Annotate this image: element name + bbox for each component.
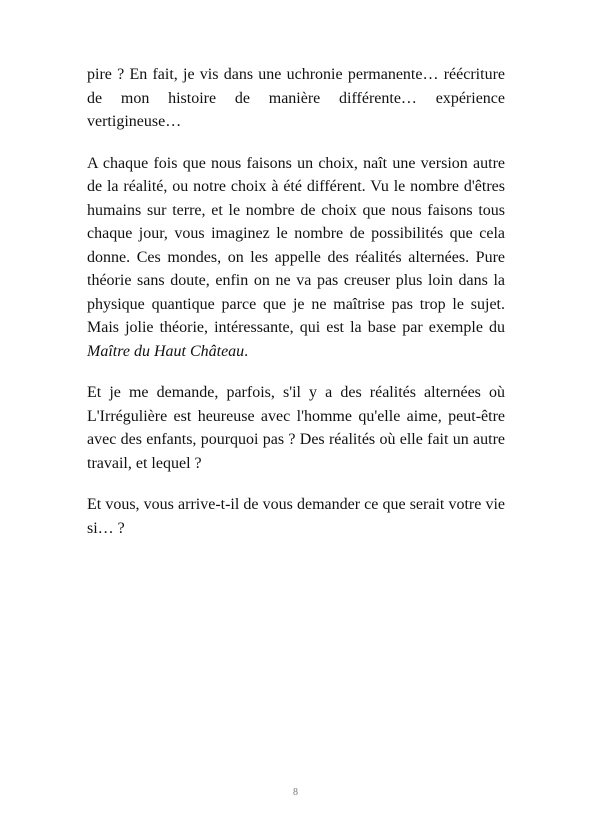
paragraph-2 — [87, 152, 505, 364]
paragraph-2-text: A chaque fois que nous faisons un choix, naît une version autre de la réalité, ou notre choix à été différent. Vu le nombre d'êtres humains sur terre, et le nombre de choix que nous faisons tous chaque jour, vous imaginez le nombre de possibilités que cela donne. Ces mondes, on les appelle des réalités alternées. Pure théorie sans doute, enfin on ne va pas creuser plus loin dans la physique quantique parce que je ne maîtrise pas trop le sujet. Mais jolie théorie, intéressante, qui est la base par exemple du — [87, 154, 505, 336]
paragraph-3: Et je me demande, parfois, s'il y a des réalités alternées où L'Irrégulière est heureuse avec l'homme qu'elle aime, peut-être avec des enfants, pourquoi pas ? Des réalités où elle fait un autre travail, et lequel ? — [87, 384, 505, 472]
paragraph-4: Et vous, vous arrive-t-il de vous demander ce que serait votre vie si… ? — [87, 496, 505, 537]
body-text — [87, 63, 505, 558]
page-number: 8 — [293, 787, 298, 798]
book-title: Maître du Haut Château — [87, 342, 245, 360]
paragraph-1: pire ? En fait, je vis dans une uchronie permanente… réécriture de mon histoire de manière différente… expérience vertigineuse… — [87, 66, 505, 130]
paragraph-2-end: . — [244, 342, 249, 360]
